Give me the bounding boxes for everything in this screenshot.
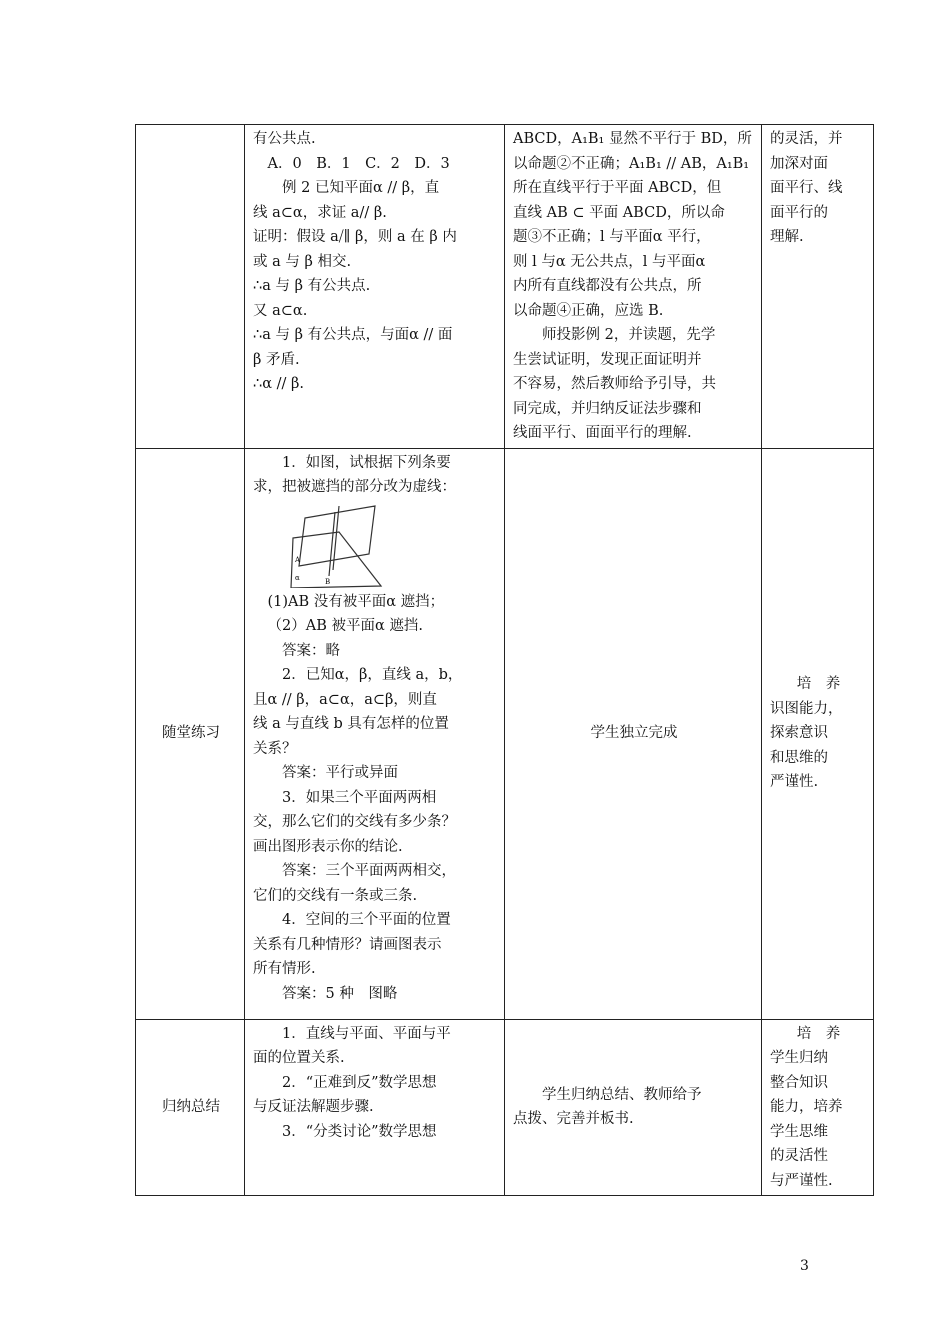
plane-alpha-label: α xyxy=(295,573,300,582)
text-line: 或 a 与 β 相交. xyxy=(253,253,352,270)
text-line: 培 养 xyxy=(796,1025,841,1042)
stage-label: 随堂练习 xyxy=(162,725,220,742)
table-row xyxy=(136,1019,874,1196)
text-line: β 矛盾. xyxy=(253,351,300,368)
text-line: 同完成，并归纳反证法步骤和 xyxy=(513,400,702,417)
text-line: 答案：略 xyxy=(282,642,340,659)
text-line: （2）AB 被平面α 遮挡. xyxy=(267,618,423,634)
text-line: 所在直线平行于平面 ABCD，但 xyxy=(513,180,722,196)
text-line: 则 l 与α 无公共点，l 与平面α xyxy=(513,253,706,270)
text-line: 面的位置关系. xyxy=(253,1050,345,1066)
text-line: 学生归纳总结、教师给予 xyxy=(542,1086,702,1103)
text-line: 学生归纳 xyxy=(770,1050,828,1066)
text-line: 4．空间的三个平面的位置 xyxy=(282,912,451,928)
text-line: 线面平行、面面平行的理解. xyxy=(513,425,692,441)
text-line: 加深对面 xyxy=(770,155,828,172)
text-line: 线 a⊂α，求证 a// β. xyxy=(253,204,387,221)
intersecting-planes-figure xyxy=(285,504,385,588)
table-row xyxy=(136,448,874,1019)
text-line: 培 养 xyxy=(796,676,841,693)
activity-text: 学生独立完成 xyxy=(590,725,678,742)
stage-cell xyxy=(136,125,245,449)
text-line: 且α // β，a⊂α，a⊂β，则直 xyxy=(253,691,437,708)
text-line: 不容易，然后教师给予引导，共 xyxy=(513,376,716,392)
text-line: 学生思维 xyxy=(770,1123,828,1140)
text-line: 求，把被遮挡的部分改为虚线： xyxy=(253,479,456,495)
text-line: 以命题②不正确；A₁B₁ // AB，A₁B₁ xyxy=(513,155,750,172)
point-a-label: A xyxy=(295,555,301,564)
text-line: 所有情形. xyxy=(253,961,316,977)
point-b-label: B xyxy=(325,577,331,586)
text-line: ∴a 与 β 有公共点，与面α // 面 xyxy=(253,327,453,343)
text-line: 交，那么它们的交线有多少条？ xyxy=(253,814,456,830)
text-line: 面平行的 xyxy=(770,204,828,221)
table-row xyxy=(136,125,874,449)
stage-cell xyxy=(136,448,245,1019)
text-line: 直线 AB ⊂ 平面 ABCD，所以命 xyxy=(513,204,725,221)
text-line: 又 a⊂α. xyxy=(253,302,308,319)
stage-label: 归纳总结 xyxy=(162,1099,220,1115)
text-line: 3．如果三个平面两两相 xyxy=(282,789,437,806)
text-line: 画出图形表示你的结论. xyxy=(253,838,403,855)
intent-cell xyxy=(762,125,874,449)
text-line: 答案：三个平面两两相交， xyxy=(282,863,456,879)
text-line: 1．直线与平面、平面与平 xyxy=(282,1025,451,1042)
text-line: 例 2 已知平面α // β，直 xyxy=(282,180,440,196)
text-line: 与反证法解题步骤. xyxy=(253,1099,374,1115)
content-cell xyxy=(245,125,505,449)
text-line: 内所有直线都没有公共点，所 xyxy=(513,278,702,294)
text-line: 2．“正难到反”数学思想 xyxy=(282,1074,437,1091)
text-line: ∴α // β. xyxy=(253,376,304,392)
text-line: 识图能力， xyxy=(770,700,843,717)
text-line: 生尝试证明，发现正面证明并 xyxy=(513,351,702,368)
content-cell xyxy=(245,448,505,1019)
text-line: 整合知识 xyxy=(770,1074,828,1091)
text-line: 师投影例 2，并读题，先学 xyxy=(542,327,716,343)
text-line: 题③不正确；l 与平面α 平行， xyxy=(513,229,711,245)
text-line: ABCD，A₁B₁ 显然不平行于 BD，所 xyxy=(513,131,752,147)
text-line: 答案：平行或异面 xyxy=(282,765,398,781)
text-line: 与严谨性. xyxy=(770,1172,833,1189)
text-line: 2．已知α，β，直线 a，b， xyxy=(282,667,463,683)
text-line: 严谨性. xyxy=(770,774,819,791)
activity-cell xyxy=(505,125,762,449)
lesson-plan-table xyxy=(135,124,874,1196)
text-line: 答案：5 种 图略 xyxy=(282,985,398,1002)
text-line: ∴a 与 β 有公共点. xyxy=(253,278,371,294)
text-line: 的灵活，并 xyxy=(770,131,843,147)
activity-cell xyxy=(505,1019,762,1196)
text-line: 以命题④正确，应选 B. xyxy=(513,302,664,319)
text-line: 面平行、线 xyxy=(770,180,843,196)
text-line: 探索意识 xyxy=(770,725,828,742)
text-line: 关系有几种情形？请画图表示 xyxy=(253,936,442,953)
activity-cell xyxy=(505,448,762,1019)
text-line: 有公共点. xyxy=(253,131,316,147)
text-line: 1．如图，试根据下列条要 xyxy=(282,454,451,471)
content-cell xyxy=(245,1019,505,1196)
text-line: 3．“分类讨论”数学思想 xyxy=(282,1123,437,1140)
text-line: 线 a 与直线 b 具有怎样的位置 xyxy=(253,716,449,732)
text-line: 的灵活性 xyxy=(770,1148,828,1164)
text-line: 能力，培养 xyxy=(770,1099,843,1115)
page-number: 3 xyxy=(800,1258,809,1274)
text-line: 点拨、完善并板书. xyxy=(513,1111,634,1128)
text-line: (1)AB 没有被平面α 遮挡； xyxy=(267,593,445,610)
text-line: 理解. xyxy=(770,229,804,245)
text-line: 它们的交线有一条或三条. xyxy=(253,887,418,904)
intent-cell xyxy=(762,448,874,1019)
intent-cell xyxy=(762,1019,874,1196)
text-line: A．0 B．1 C．2 D．3 xyxy=(267,155,450,172)
text-line: 关系？ xyxy=(253,740,297,757)
text-line: 证明：假设 a⧸∥ β，则 a 在 β 内 xyxy=(253,229,457,245)
stage-cell xyxy=(136,1019,245,1196)
text-line: 和思维的 xyxy=(770,749,828,766)
